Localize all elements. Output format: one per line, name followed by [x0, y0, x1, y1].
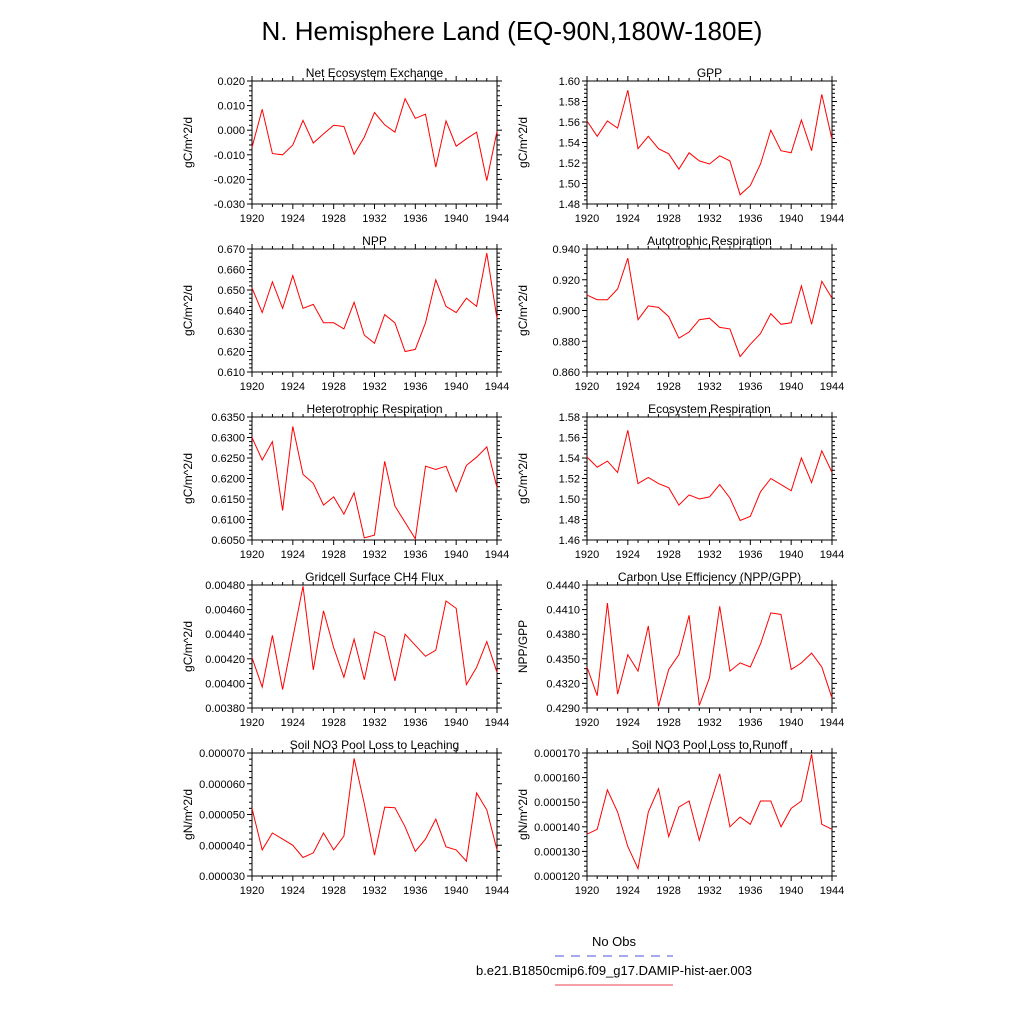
y-tick-label: 0.00420 — [205, 653, 245, 666]
y-axis-label: gC/m^2/d — [181, 453, 195, 504]
x-tick-label: 1924 — [280, 213, 306, 225]
y-tick-label: 0.610 — [217, 367, 245, 379]
x-tick-label: 1936 — [403, 381, 428, 393]
panel-title: NPP — [362, 234, 387, 248]
series-line — [252, 759, 497, 862]
x-tick-label: 1928 — [321, 381, 346, 393]
x-tick-label: 1936 — [403, 885, 428, 897]
x-tick-label: 1944 — [484, 549, 510, 561]
y-tick-label: 0.6050 — [211, 535, 245, 547]
panel-title: Heterotrophic Respiration — [306, 402, 443, 416]
y-tick-label: 0.00380 — [205, 703, 245, 715]
x-tick-label: 1924 — [615, 885, 641, 897]
legend-label-no-obs: No Obs — [591, 934, 637, 949]
y-tick-label: 0.880 — [552, 336, 580, 349]
x-tick-label: 1920 — [574, 717, 600, 729]
x-tick-label: 1924 — [615, 717, 641, 729]
y-tick-label: 0.670 — [217, 244, 245, 256]
y-tick-label: 0.4320 — [546, 678, 580, 691]
x-tick-label: 1940 — [778, 885, 804, 897]
y-tick-label: 0.6350 — [211, 412, 245, 424]
y-tick-label: 0.4440 — [546, 580, 580, 592]
panel-2 — [181, 234, 509, 393]
y-tick-label: 0.940 — [552, 244, 580, 256]
x-tick-label: 1936 — [738, 549, 763, 561]
plot-frame — [252, 81, 497, 204]
x-tick-label: 1928 — [321, 885, 346, 897]
x-tick-label: 1940 — [778, 549, 804, 561]
x-tick-label: 1924 — [280, 717, 306, 729]
x-tick-label: 1944 — [484, 717, 510, 729]
x-tick-label: 1940 — [443, 381, 469, 393]
y-tick-label: -0.030 — [213, 199, 245, 211]
y-tick-label: 0.6150 — [211, 494, 245, 506]
panel-title: Gridcell Surface CH4 Flux — [305, 570, 444, 584]
x-tick-label: 1944 — [484, 885, 510, 897]
x-tick-label: 1936 — [403, 549, 428, 561]
y-tick-label: 0.020 — [217, 76, 245, 88]
x-tick-label: 1928 — [656, 717, 681, 729]
y-tick-label: 0.640 — [217, 305, 245, 318]
y-tick-label: 1.52 — [558, 158, 580, 170]
y-tick-label: 0.6250 — [211, 453, 245, 465]
panel-4 — [181, 402, 509, 561]
plot-frame — [252, 585, 497, 708]
x-tick-label: 1936 — [403, 213, 428, 225]
y-axis-label: gN/m^2/d — [181, 789, 195, 840]
x-tick-label: 1940 — [778, 381, 804, 393]
x-tick-label: 1928 — [321, 549, 346, 561]
x-tick-label: 1936 — [738, 717, 763, 729]
x-tick-label: 1940 — [443, 549, 469, 561]
x-tick-label: 1932 — [697, 549, 722, 561]
y-axis-label: NPP/GPP — [516, 619, 530, 674]
y-tick-label: 0.900 — [552, 305, 580, 318]
x-tick-label: 1920 — [239, 717, 265, 729]
x-tick-label: 1944 — [819, 213, 845, 225]
plot-frame — [252, 249, 497, 372]
x-tick-label: 1944 — [484, 213, 510, 225]
y-tick-label: 1.56 — [558, 117, 580, 129]
series-line — [252, 586, 497, 689]
y-tick-label: 0.620 — [217, 346, 245, 359]
x-tick-label: 1920 — [239, 885, 265, 897]
y-tick-label: 1.48 — [558, 514, 580, 527]
panel-7 — [516, 570, 844, 729]
x-tick-label: 1932 — [362, 717, 387, 729]
x-tick-label: 1928 — [656, 549, 681, 561]
series-line — [587, 603, 832, 706]
y-axis-label: gC/m^2/d — [516, 117, 530, 168]
panel-5 — [516, 402, 844, 561]
x-tick-label: 1924 — [280, 381, 306, 393]
x-tick-label: 1944 — [819, 381, 845, 393]
x-tick-label: 1924 — [615, 549, 641, 561]
x-tick-label: 1928 — [656, 381, 681, 393]
y-tick-label: 0.010 — [217, 100, 245, 113]
series-line — [587, 258, 832, 356]
y-axis-label: gC/m^2/d — [181, 285, 195, 336]
y-tick-label: 0.000140 — [534, 821, 580, 834]
y-tick-label: 0.4410 — [546, 604, 580, 617]
panel-title: Soil NO3 Pool Loss to Runoff — [631, 738, 788, 752]
panel-1 — [516, 66, 844, 225]
y-tick-label: 1.48 — [558, 199, 580, 211]
y-tick-label: 0.000030 — [199, 871, 245, 883]
y-tick-label: 0.860 — [552, 367, 580, 379]
y-tick-label: 0.000160 — [534, 772, 580, 785]
y-tick-label: 0.6200 — [211, 473, 245, 486]
x-tick-label: 1924 — [615, 381, 641, 393]
panel-0 — [181, 66, 509, 225]
x-tick-label: 1932 — [362, 885, 387, 897]
y-tick-label: 0.000170 — [534, 748, 580, 760]
x-tick-label: 1920 — [239, 213, 265, 225]
x-tick-label: 1928 — [321, 717, 346, 729]
y-tick-label: -0.010 — [213, 149, 245, 162]
panels — [181, 66, 844, 897]
legend-label-run: b.e21.B1850cmip6.f09_g17.DAMIP-hist-aer.003 — [475, 963, 753, 978]
x-tick-label: 1936 — [738, 885, 763, 897]
y-tick-label: 0.4290 — [546, 703, 580, 715]
plot-frame — [587, 81, 832, 204]
series-line — [252, 253, 497, 351]
series-line — [252, 426, 497, 538]
x-tick-label: 1936 — [403, 717, 428, 729]
panel-title: Autotrophic Respiration — [647, 234, 772, 248]
y-tick-label: 1.58 — [558, 96, 580, 109]
y-tick-label: 0.00440 — [205, 629, 245, 642]
y-tick-label: 0.000070 — [199, 748, 245, 760]
y-tick-label: 0.4380 — [546, 629, 580, 642]
y-tick-label: 1.54 — [558, 137, 580, 150]
panel-6 — [181, 570, 509, 729]
y-tick-label: 0.660 — [217, 264, 245, 277]
x-tick-label: 1936 — [738, 213, 763, 225]
y-tick-label: 0.00460 — [205, 604, 245, 617]
y-tick-label: 1.54 — [558, 453, 580, 465]
series-line — [587, 430, 832, 520]
y-tick-label: 0.000040 — [199, 840, 245, 853]
x-tick-label: 1940 — [443, 213, 469, 225]
panel-title: Soil NO3 Pool Loss to Leaching — [289, 738, 460, 752]
plot-frame — [252, 417, 497, 540]
legend — [476, 934, 752, 985]
y-tick-label: 0.6300 — [211, 432, 245, 445]
x-tick-label: 1932 — [362, 549, 387, 561]
x-tick-label: 1940 — [443, 717, 469, 729]
panel-title: Ecosystem Respiration — [648, 402, 771, 416]
y-tick-label: 0.630 — [217, 326, 245, 338]
y-tick-label: 1.52 — [558, 473, 580, 486]
y-axis-label: gN/m^2/d — [516, 789, 530, 840]
x-tick-label: 1932 — [697, 717, 722, 729]
y-axis-label: gC/m^2/d — [181, 621, 195, 672]
x-tick-label: 1932 — [697, 213, 722, 225]
y-tick-label: 0.000150 — [534, 797, 580, 810]
x-tick-label: 1932 — [362, 213, 387, 225]
y-tick-label: 0.000060 — [199, 778, 245, 791]
y-tick-label: 0.4350 — [546, 653, 580, 666]
y-tick-label: 1.50 — [558, 178, 580, 191]
y-tick-label: 1.58 — [558, 412, 580, 424]
x-tick-label: 1920 — [574, 213, 600, 225]
x-tick-label: 1920 — [239, 549, 265, 561]
y-axis-label: gC/m^2/d — [181, 117, 195, 168]
panel-9 — [516, 738, 844, 897]
panel-8 — [181, 738, 509, 897]
x-tick-label: 1924 — [280, 549, 306, 561]
x-tick-label: 1932 — [362, 381, 387, 393]
plot-frame — [587, 249, 832, 372]
series-line — [587, 90, 832, 195]
x-tick-label: 1944 — [819, 549, 845, 561]
y-tick-label: 0.000 — [217, 125, 245, 138]
y-tick-label: 0.00480 — [205, 580, 245, 592]
panel-title: Carbon Use Efficiency (NPP/GPP) — [617, 570, 802, 584]
y-tick-label: -0.020 — [213, 174, 245, 187]
plot-frame — [587, 585, 832, 708]
y-tick-label: 0.6100 — [211, 514, 245, 527]
y-tick-label: 0.920 — [552, 274, 580, 287]
x-tick-label: 1936 — [738, 381, 763, 393]
x-tick-label: 1924 — [280, 885, 306, 897]
x-tick-label: 1940 — [443, 885, 469, 897]
series-line — [587, 754, 832, 868]
x-tick-label: 1920 — [574, 885, 600, 897]
y-tick-label: 1.46 — [558, 535, 580, 547]
y-tick-label: 0.000130 — [534, 846, 580, 859]
x-tick-label: 1928 — [656, 213, 681, 225]
x-tick-label: 1940 — [778, 213, 804, 225]
panel-title: Net Ecosystem Exchange — [305, 66, 444, 80]
x-tick-label: 1932 — [697, 381, 722, 393]
y-tick-label: 1.56 — [558, 432, 580, 445]
plot-frame — [252, 753, 497, 876]
y-tick-label: 1.60 — [558, 76, 580, 88]
panel-title: GPP — [696, 66, 723, 80]
x-tick-label: 1920 — [574, 381, 600, 393]
x-tick-label: 1928 — [321, 213, 346, 225]
x-tick-label: 1944 — [484, 381, 510, 393]
y-tick-label: 1.50 — [558, 494, 580, 506]
y-axis-label: gC/m^2/d — [516, 285, 530, 336]
y-tick-label: 0.00400 — [205, 678, 245, 691]
series-line — [252, 99, 497, 181]
x-tick-label: 1944 — [819, 717, 845, 729]
x-tick-label: 1928 — [656, 885, 681, 897]
x-tick-label: 1920 — [239, 381, 265, 393]
x-tick-label: 1920 — [574, 549, 600, 561]
x-tick-label: 1944 — [819, 885, 845, 897]
figure-title: N. Hemisphere Land (EQ-90N,180W-180E) — [261, 16, 763, 46]
y-axis-label: gC/m^2/d — [516, 453, 530, 504]
plot-frame — [587, 753, 832, 876]
x-tick-label: 1940 — [778, 717, 804, 729]
panel-3 — [516, 234, 844, 393]
x-tick-label: 1924 — [615, 213, 641, 225]
x-tick-label: 1932 — [697, 885, 722, 897]
y-tick-label: 0.000050 — [199, 809, 245, 822]
y-tick-label: 0.650 — [217, 285, 245, 297]
y-tick-label: 0.000120 — [534, 871, 580, 883]
